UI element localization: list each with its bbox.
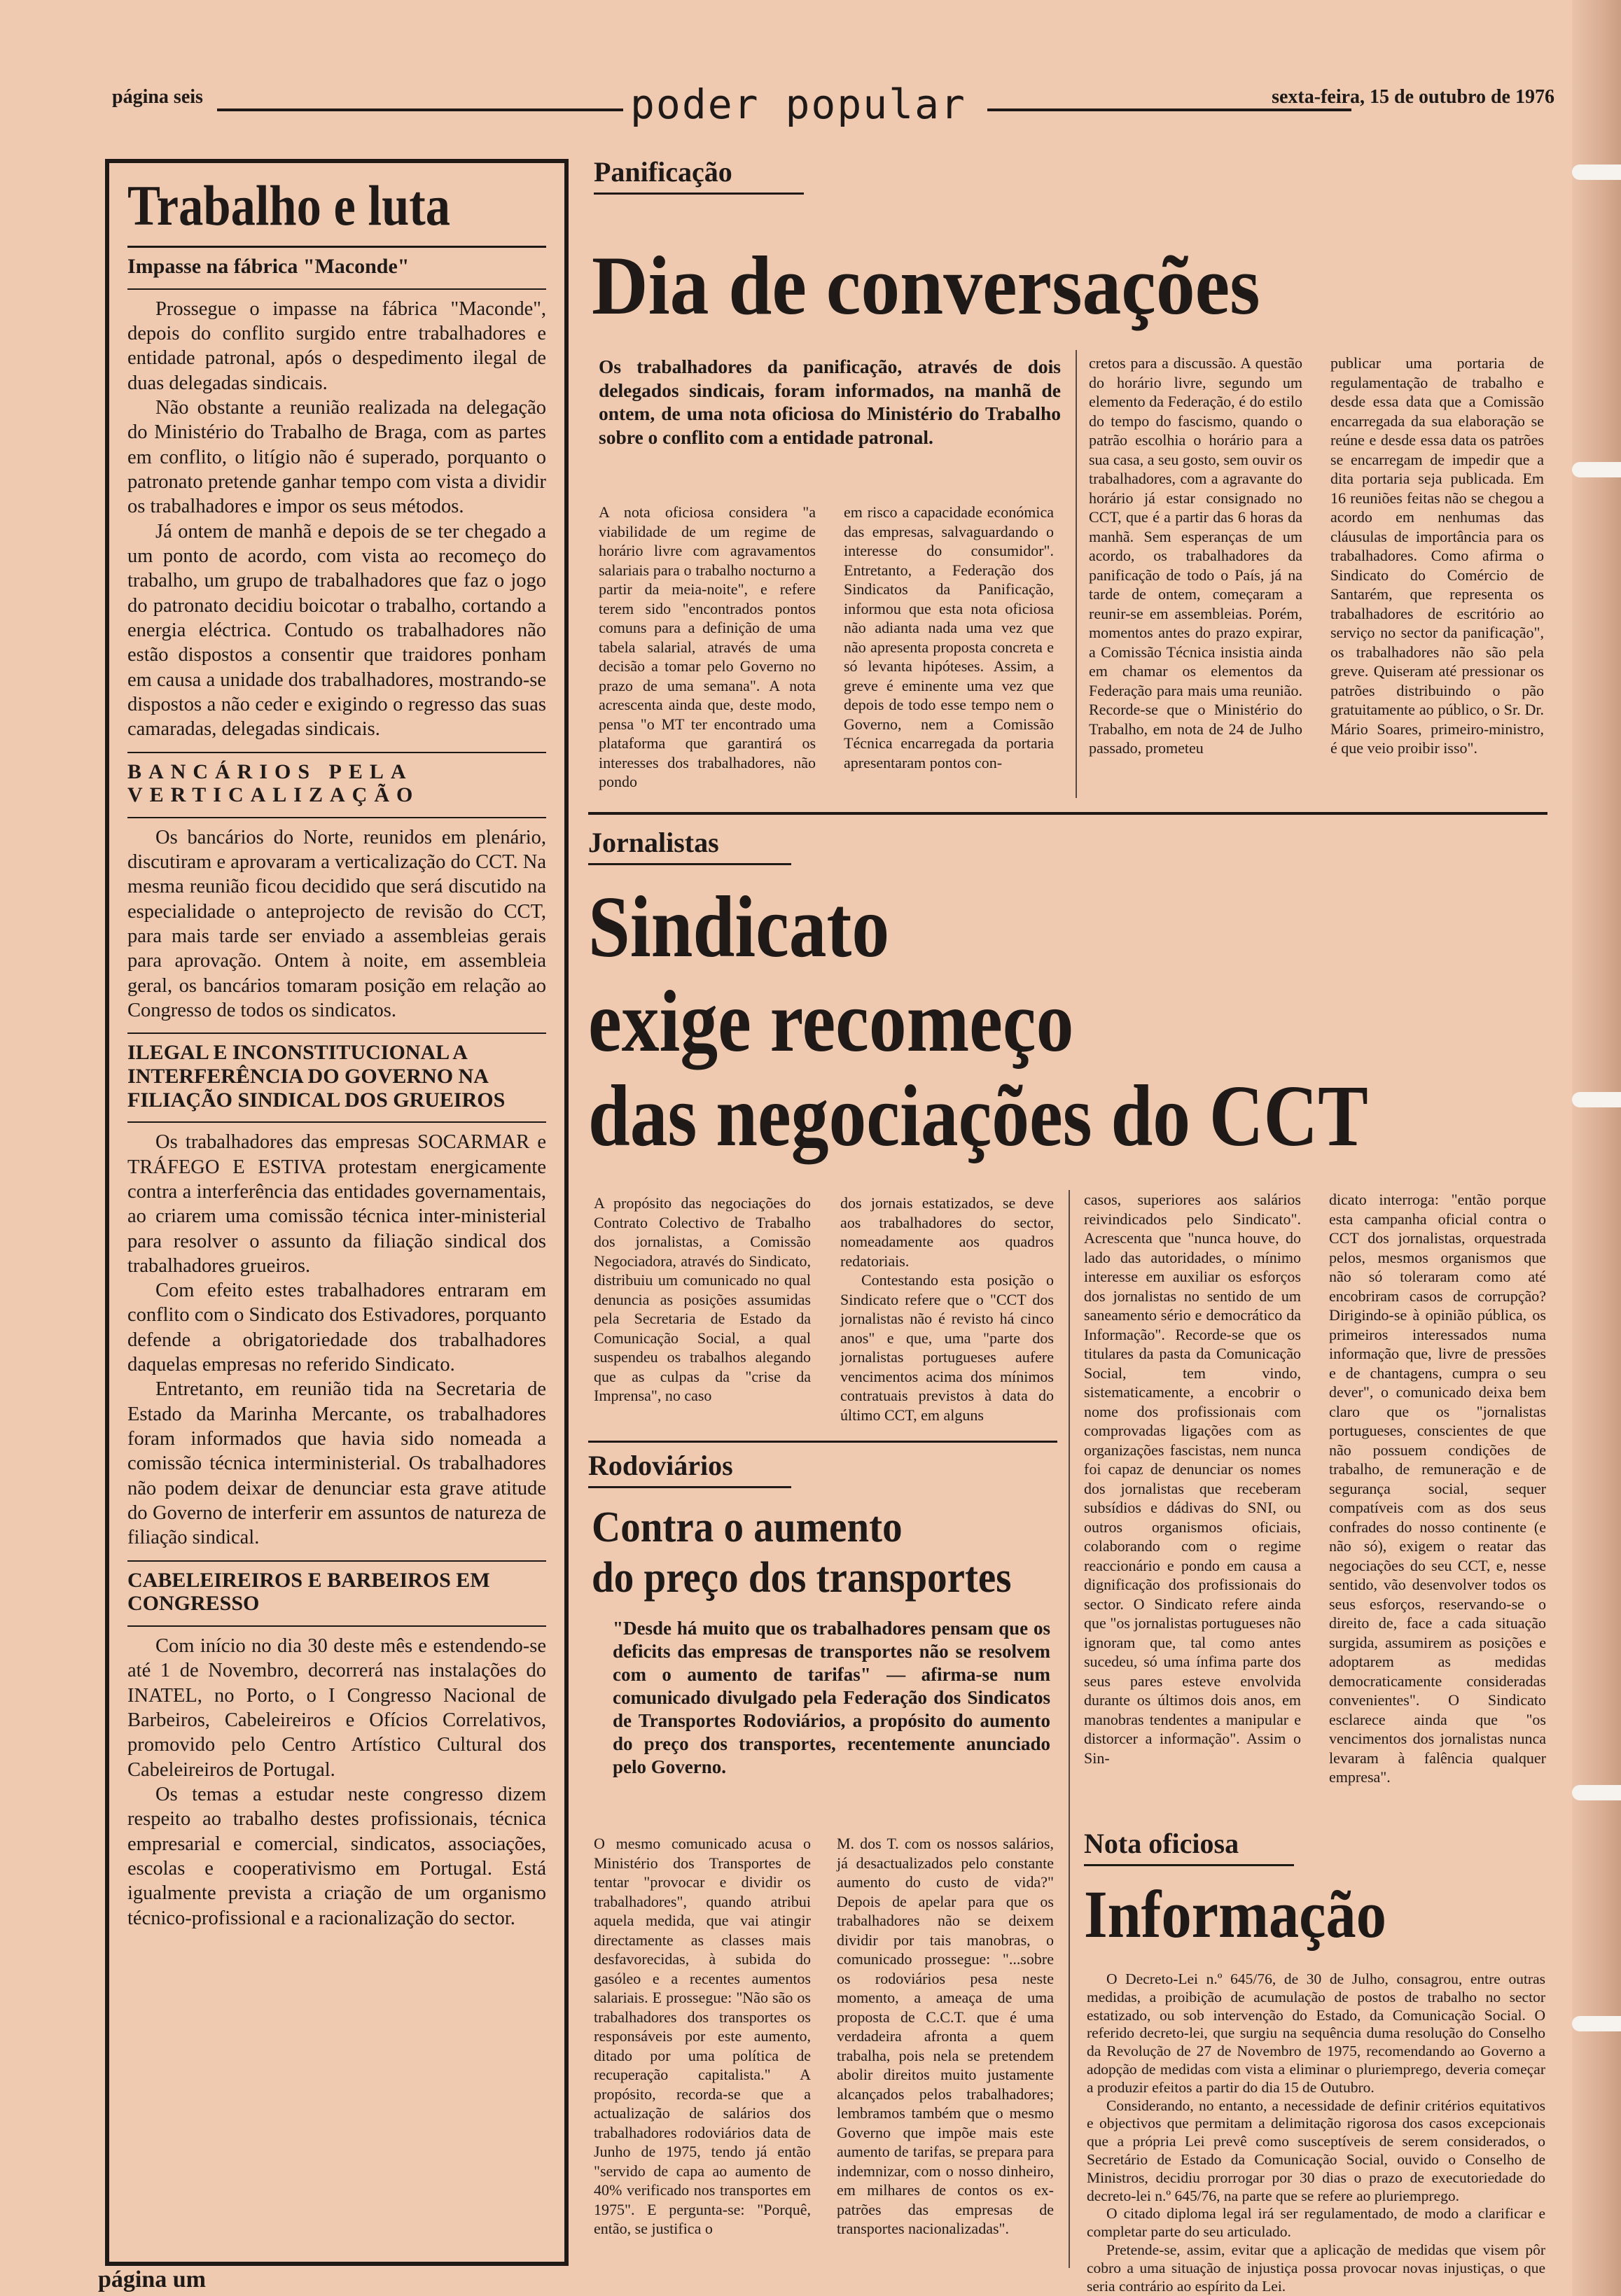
paragraph: Prossegue o impasse na fábrica "Maconde", depois do conflito surgido entre trabalhadores e entidade patronal, após o despedimento ilegal de duas delegadas sindicais. <box>127 298 546 394</box>
lead-rodoviarios: "Desde há muito que os trabalhadores pensam que os deficits das empresas de transportes não se resolvem com o aumento de tarifas" — afirma-se num comunicado divulgado pela Federação dos Sindicatos de Transportes Rodoviários, a propósito do aumento do preço dos transportes, recentemente anunciado pelo Governo. <box>613 1618 1050 1777</box>
section-tag-rule <box>1084 1864 1294 1866</box>
page-label: página seis <box>112 86 203 108</box>
divider <box>127 817 546 818</box>
column-separator <box>1069 1190 1070 2268</box>
subhead-cabeleireiros: CABELEIREIROS E BARBEIROS EM CONGRESSO <box>127 1568 490 1616</box>
lead-panificacao: Os trabalhadores da panificação, através de dois delegados sindicais, foram informados, na manhã de ontem, de uma nota oficiosa do Ministério do Trabalho sobre o conflito com a entidade patronal. <box>599 356 1061 448</box>
paper-tear <box>1572 1785 1621 1800</box>
column-panificacao-3: cretos para a discussão. A questão do horário livre, segundo um elemento da Federação, é do estilo do tempo do fascismo, quando o patrão escolhia o horário para a sua casa, a seu gosto, sem ouvir os trabalhadores, com a agravante do horário já estar consignado no CCT, que é a partir das 6 horas da manhã. Sem esperanças de um acordo, os trabalhadores da panificação de todo o País, já na tarde de ontem, começaram a reunir-se em assembleias. Porém, momentos antes do prazo expirar, a Comissão Técnica insistia ainda em chamar os elementos da Federação para mais uma reunião. Recorde-se que o Ministério do Trabalho, em nota de 24 de Julho passado, prometeu <box>1089 354 1302 757</box>
paragraph: Não obstante a reunião realizada na delegação do Ministério do Trabalho de Braga, com as partes em conflito, o litígio não é superado, porquanto o patronato pretende ganhar tempo com vista a dividir os trabalhadores e impor os seus métodos. <box>127 397 546 518</box>
section-tag-jornalistas: Jornalistas <box>588 827 719 858</box>
paper-tear <box>1572 1092 1621 1107</box>
issue-date: sexta-feira, 15 de outubro de 1976 <box>1272 86 1554 108</box>
paragraph: O citado diploma legal irá ser regulamentado, de modo a clarificar e completar parte do seu articulado. <box>1087 2205 1545 2241</box>
story-grueiros <box>127 1130 546 1550</box>
masthead <box>112 80 1554 136</box>
headline-jornalistas-line1: Sindicato <box>588 879 890 976</box>
section-tag-rule <box>588 863 791 865</box>
partial-next-page-label: página um <box>98 2267 206 2292</box>
section-tag-panificacao: Panificação <box>594 156 732 188</box>
story-cabeleireiros <box>127 1634 546 1931</box>
divider <box>127 1032 546 1034</box>
divider <box>127 246 546 248</box>
headline-nota: Informação <box>1084 1877 1386 1952</box>
paragraph: Já ontem de manhã e depois de se ter chegado a um ponto de acordo, com vista ao recomeço do trabalho, um grupo de trabalhadores que faz o jogo do patronato decidiu boicotar o trabalho, cortando a energia eléctrica. Contudo os trabalhadores não estão dispostos a consentir que traidores ponham em causa a unidade dos trabalhadores, mostrando-se dispostos a não ceder e exigindo o regresso das suas camaradas, delegadas sindicais. <box>127 520 546 741</box>
headline-rodoviarios-line1: Contra o aumento <box>592 1504 903 1551</box>
section-tag-nota: Nota oficiosa <box>1084 1828 1239 1859</box>
column-panificacao-1: A nota oficiosa considera "a viabilidade de um regime de horário livre com agravamentos salariais para o trabalho nocturno a partir da meia-noite", e refere terem sido "encontrados pontos comuns para a definição de uma tabela salarial, através de uma decisão a tomar pelo Governo no prazo de uma semana". A nota acrescenta ainda que, deste modo, pensa "o MT ter encontrado uma plataforma que garantirá os interesses dos trabalhadores, não pondo <box>599 503 816 790</box>
column-jornalistas-3: casos, superiores aos salários reivindicados pelo Sindicato". Acrescenta que "nunca houve, do lado das autoridades, o mínimo interesse em auxiliar os esforços dos jornalistas no sentido de um saneamento sério e democrático da Informação". Recorde-se que os titulares da pasta da Comunicação Social, tem vindo, sistematicamente, a encobrir o nome dos profissionais com comprovadas ligações com as organizações fascistas, nem nunca foi capaz de denunciar os nomes dos jornalistas que receberam subsídios e dádivas do SNI, ou outros organismos oficiais, colaborando com o regime reaccionário e pondo em causa a dignificação dos profissionais do sector. O Sindicato refere ainda que "os jornalistas portugueses não ignoram que, tal como antes sucedeu, só uma ínfima parte dos seus pares esteve envolvida durante os últimos dois anos, em manobras tendentes a manipular e distorcer a informação". Assim o Sin- <box>1084 1191 1301 1767</box>
divider <box>127 1625 546 1627</box>
paper-tear <box>1572 2016 1621 2031</box>
section-tag-rule <box>588 1486 791 1488</box>
column-panificacao-4: publicar uma portaria de regulamentação de trabalho e desde essa data que a Comissão encarregada da sua elaboração se reúne e desde essa data os patrões se encarregam de impedir que a dita portaria seja publicada. Em 16 reuniões feitas não se chegou a acordo em nenhumas das cláusulas de importância para os trabalhadores. Como afirma o Sindicato do Comércio de Santarém, que representa os trabalhadores de escritório ao serviço no sector da panificação", os trabalhadores não são pela greve. Quiseram até pressionar os patrões distribuindo o pão gratuitamente ao público, o Sr. Dr. Mário Soares, primeiro-ministro, é que veio proibir isso". <box>1330 354 1544 757</box>
divider <box>127 1121 546 1123</box>
column-jornalistas-1: A propósito das negociações do Contrato Colectivo de Trabalho dos jornalistas, a Comissão Negociadora, através do Sindicato, distribuiu um comunicado no qual denuncia as posições assumidas pela Secretaria de Estado da Comunicação Social, a qual suspendeu os trabalhos alegando que as culpas da "crise da Imprensa", no caso <box>594 1194 811 1404</box>
paragraph: Entretanto, em reunião tida na Secretaria de Estado da Marinha Mercante, os trabalhadores foram informados que havia sido nomeada a comissão técnica interministerial. Os trabalhadores não podem deixar de denunciar esta grave atitude do Governo de interferir em assuntos de natureza de filiação sindical. <box>127 1378 546 1549</box>
section-divider <box>588 812 1547 815</box>
paragraph: Com início no dia 30 deste mês e estendendo-se até 1 de Novembro, decorrerá nas instalações do INATEL, no Porto, o I Congresso Nacional de Barbeiros, Cabeleireiros e Ofícios Correlativos, promovido pelo Centro Artístico Cultural dos Cabeleireiros de Portugal. <box>127 1634 546 1781</box>
section-divider <box>588 1441 1057 1443</box>
paper-tear <box>1572 164 1621 180</box>
section-tag-rule <box>594 192 804 195</box>
subhead-maconde: Impasse na fábrica "Maconde" <box>127 255 410 279</box>
headline-rodoviarios-line2: do preço dos transportes <box>592 1554 1012 1602</box>
story-maconde <box>127 297 546 742</box>
masthead-rule <box>217 108 637 111</box>
box-title: Trabalho e luta <box>127 174 451 237</box>
paragraph: O Decreto-Lei n.º 645/76, de 30 de Julho, consagrou, entre outras medidas, a proibição de acumulação de postos de trabalho no sector estatizado, ou sob intervenção do Estado, da Comunicação Social. O referido decreto-lei, que surgiu na sequência duma resolução do Conselho da Revolução de 27 de Novembro de 1975, recomendando ao Governo a adopção de medidas com vista a eliminar o pluriemprego, deveria começar a produzir efeitos a partir do dia 15 de Outubro. <box>1087 1970 1545 2096</box>
nota-body <box>1087 1970 1545 2295</box>
paper-tear <box>1572 462 1621 477</box>
paragraph: Com efeito estes trabalhadores entraram em conflito com o Sindicato dos Estivadores, porquanto defende a obrigatoriedade dos trabalhadores daquelas empresas no referido Sindicato. <box>127 1280 546 1376</box>
paragraph: Os temas a estudar neste congresso dizem respeito ao trabalho destes profissionais, técnica empresarial e comercial, sindicatos, associações, escolas e cooperativismo em Portugal. Está igualmente prevista a criação de um organismo técnico-profissional e a racionalização do sector. <box>127 1783 546 1929</box>
masthead-rule <box>987 108 1351 111</box>
headline-panificacao: Dia de conversações <box>592 239 1260 332</box>
story-bancarios <box>127 825 546 1023</box>
column-panificacao-2: em risco a capacidade económica das empresas, salvaguardando o interesse do consumidor". Entretanto, a Federação dos Sindicatos da Panificação, informou que esta nota oficiosa não adianta nada uma vez que não apresenta proposta concreta e só levanta hipóteses. Assim, a greve é eminente uma vez que depois de todo esse tempo nem o Governo, nem a Comissão Técnica encarregada da portaria apresentaram pontos con- <box>844 503 1054 771</box>
column-jornalistas-4: dicato interroga: "então porque esta campanha oficial contra o CCT dos jornalistas, orquestrada pelos, mesmos organismos que não só toleraram como até encobriram casos de corrupção? Dirigindo-se à opinião pública, os primeiros interessados numa informação que, livre de pressões e de chantagens, cumpra o seu dever", o comunicado deixa bem claro que os "jornalistas portugueses, conscientes de que não possuem condições de trabalho, de remuneração e de segurança social, sequer compatíveis com as dos seus confrades do nosso continente (e não só), exigem o reatar das negociações do seu CCT, e, nesse sentido, vão desenvolver todos os seus esforços, reservando-se o direito de, face a cada situação surgida, assumirem as posições e adoptarem as medidas democraticamente consideradas convenientes". O Sindicato esclarece ainda que "os vencimentos dos jornalistas nunca levaram à falência qualquer empresa". <box>1329 1191 1546 1786</box>
paragraph: Pretende-se, assim, evitar que a aplicação de medidas que visem pôr cobro a uma situação de injustiça possa provocar novas injustiças, o que seria contrário ao espírito da Lei. <box>1087 2241 1545 2295</box>
paragraph: Os bancários do Norte, reunidos em plenário, discutiram e aprovaram a verticalização do CCT. Na mesma reunião ficou decidido que será discutido na especialidade o anteprojecto de revisão do CCT, para mais tarde ser enviado a assembleias gerais para aprovação. Ontem à noite, em assembleia geral, os bancários tomaram posição em relação ao Congresso de todos os sindicatos. <box>127 826 546 1022</box>
newspaper-title: poder popular <box>623 80 973 128</box>
column-separator <box>1076 350 1077 798</box>
trabalho-e-luta-box <box>105 159 569 2266</box>
paragraph: Os trabalhadores das empresas SOCARMAR e TRÁFEGO E ESTIVA protestam energicamente contra a interferência das entidades governamentais, ao criarem uma comissão técnica inter-ministerial para resolver o assunto da filiação sindical dos trabalhadores grueiros. <box>127 1131 546 1277</box>
column-jornalistas-2a: dos jornais estatizados, se deve aos trabalhadores do sector, nomeadamente aos quadros redatoriais. <box>840 1194 1054 1270</box>
paragraph: Considerando, no entanto, a necessidade de definir critérios equitativos e objectivos que permitam a delimitação rigorosa dos casos excepcionais que a própria Lei prevê como susceptíveis de serem considerados, o Secretário de Estado da Comunicação Social, ouvido o Conselho de Ministros, decidiu prorrogar por 30 dias o prazo de executoriedade do decreto-lei n.º 645/76, na parte que se refere ao pluriemprego. <box>1087 2096 1545 2204</box>
divider <box>127 288 546 290</box>
subhead-bancarios: BANCÁRIOS PELA VERTICALIZAÇÃO <box>127 760 420 807</box>
column-jornalistas-2b: Contestando esta posição o Sindicato refere que o "CCT dos jornalistas não é revisto há cinco anos" e que, uma "parte dos jornalistas portugueses aufere vencimentos acima dos mínimos contratuais previstos à data do último CCT, em alguns <box>840 1271 1054 1424</box>
headline-jornalistas-line2: exige recomeço <box>588 974 1074 1070</box>
section-tag-rodoviarios: Rodoviários <box>588 1450 733 1481</box>
column-rodoviarios-2: M. dos T. com os nossos salários, já desactualizados pelo constante aumento do custo de vida?" Depois de apelar para que os trabalhadores não se deixem dividir por tais manobras, o comunicado prossegue: "...sobre os rodoviários pesa neste momento, a ameaça de uma proposta de C.C.T. que é uma verdadeira afronta a quem trabalha, pois nela se pretendem abolir direitos muito justamente alcançados pelos trabalhadores; lembramos também que o mesmo Governo que impõe mais este aumento de tarifas, se prepara para indemnizar, com o nosso dinheiro, em milhares de contos os ex-patrões das empresas de transportes nacionalizadas". <box>837 1835 1054 2237</box>
subhead-grueiros: ILEGAL E INCONSTITUCIONAL A INTERFERÊNCIA DO GOVERNO NA FILIAÇÃO SINDICAL DOS GRUEIROS <box>127 1041 506 1112</box>
headline-jornalistas-line3: das negociações do CCT <box>588 1068 1368 1165</box>
paper-edge <box>1572 0 1621 2296</box>
column-rodoviarios-1: O mesmo comunicado acusa o Ministério dos Transportes de tentar "provocar e dividir os trabalhadores", quando atribui aquela medida, que vai atingir directamente as classes mais desfavorecidas, à subida do gasóleo e a recentes aumentos salariais. E prossegue: "Não são os trabalhadores dos transportes os responsáveis por este aumento, ditado por uma política de recuperação capitalista." A propósito, recorda-se que a actualização de salários dos trabalhadores rodoviários data de Junho de 1975, tendo já então "servido de capa ao aumento de 40% verificado nos transportes em 1975". E pergunta-se: "Porquê, então, se justifica o <box>594 1835 811 2237</box>
divider <box>127 1560 546 1562</box>
divider <box>127 752 546 753</box>
